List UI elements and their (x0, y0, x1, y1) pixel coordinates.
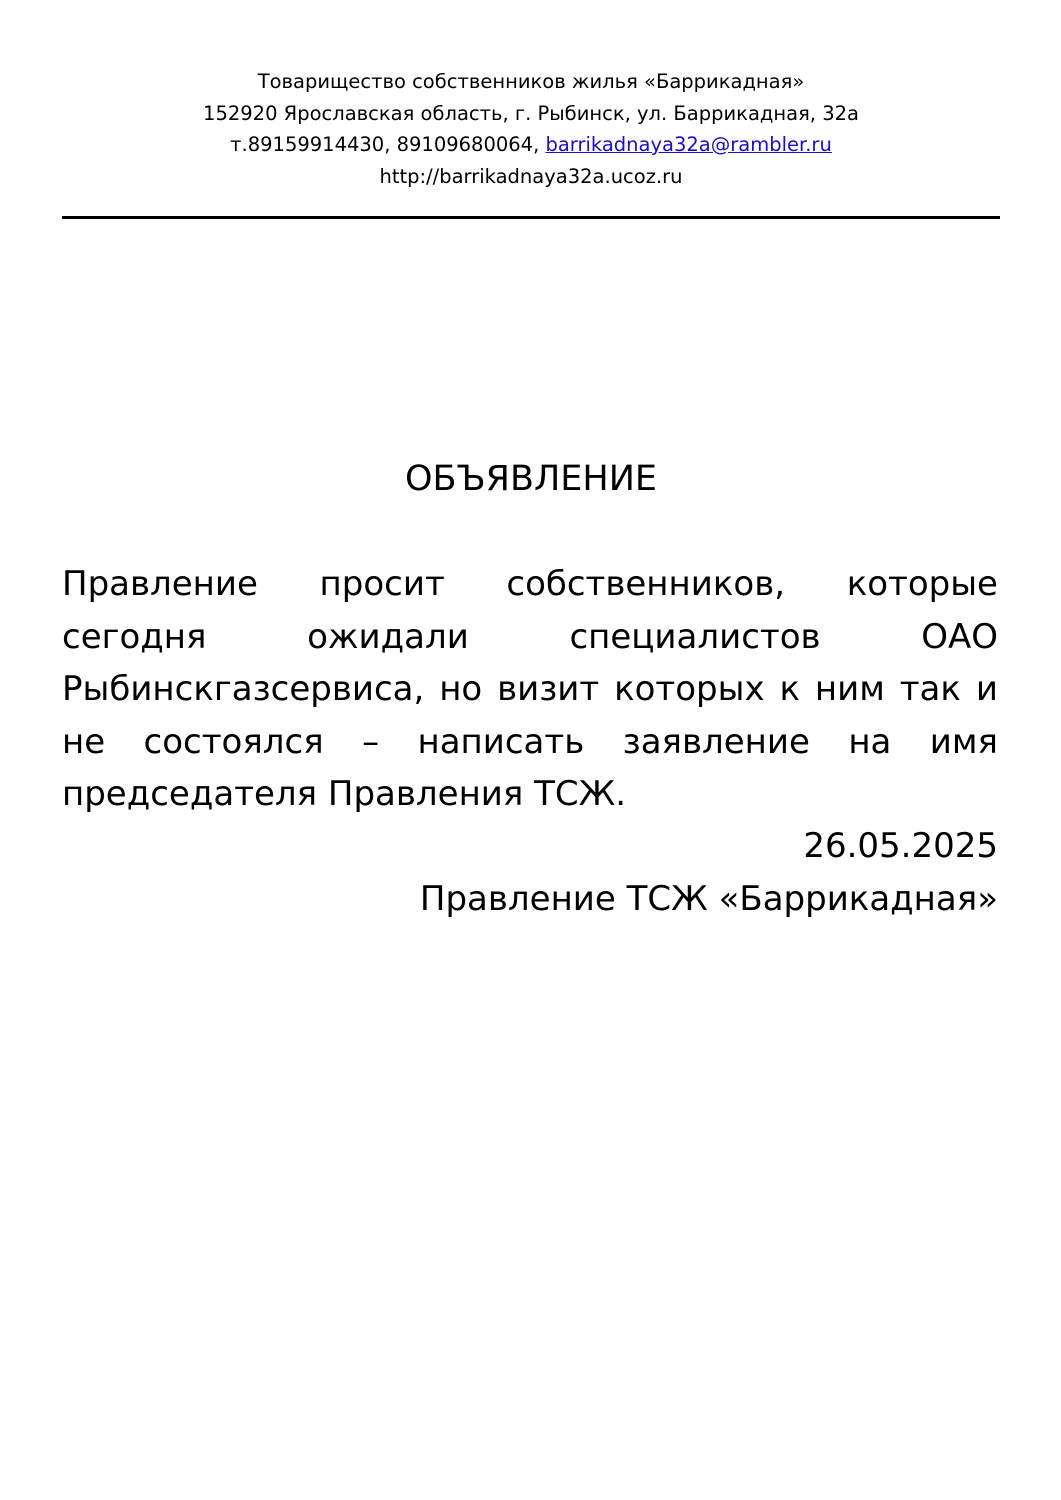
word: имя (929, 721, 998, 762)
organization-address: 152920 Ярославская область, г. Рыбинск, ул. Баррикадная, 32а (203, 101, 859, 125)
word: написать (417, 721, 585, 762)
header-divider (62, 216, 1000, 219)
word: не (62, 721, 106, 762)
word: к (779, 669, 801, 709)
email-link[interactable]: barrikadnaya32a@rambler.ru (545, 133, 832, 156)
signature: Правление ТСЖ «Баррикадная» (419, 878, 998, 919)
body-line (62, 663, 998, 716)
word: – (362, 721, 380, 762)
word: состоялся (143, 721, 324, 762)
word: собственников, (506, 564, 786, 604)
notice-body (62, 558, 998, 821)
word: так (899, 669, 961, 709)
notice-date: 26.05.2025 (803, 826, 998, 866)
word: специалистов (569, 616, 821, 657)
word: Правление (62, 564, 258, 604)
word: и (975, 669, 998, 709)
phone-numbers: т.89159914430, 89109680064, (230, 133, 546, 156)
word: заявление (622, 721, 810, 762)
word: визит (497, 669, 600, 709)
word: Рыбинскгазсервиса, (62, 669, 425, 709)
word: сегодня (62, 616, 207, 657)
body-last-line: председателя Правления ТСЖ. (62, 774, 627, 814)
body-line (62, 611, 998, 664)
organization-name: Товарищество собственников жилья «Баррикадная» (257, 70, 805, 93)
signature-block (62, 820, 998, 925)
word: просит (319, 564, 445, 604)
word: которых (614, 669, 765, 709)
word: ожидали (307, 616, 469, 657)
contact-line (62, 129, 1000, 161)
body-line (62, 558, 998, 611)
word: ним (814, 669, 885, 709)
letterhead (62, 66, 1000, 192)
word: которые (846, 564, 998, 604)
body-line (62, 716, 998, 769)
website-url: http://barrikadnaya32a.ucoz.ru (379, 164, 683, 188)
notice-title: ОБЪЯВЛЕНИЕ (404, 459, 658, 499)
word: ОАО (921, 616, 998, 657)
word: но (439, 669, 483, 709)
word: на (848, 721, 892, 762)
